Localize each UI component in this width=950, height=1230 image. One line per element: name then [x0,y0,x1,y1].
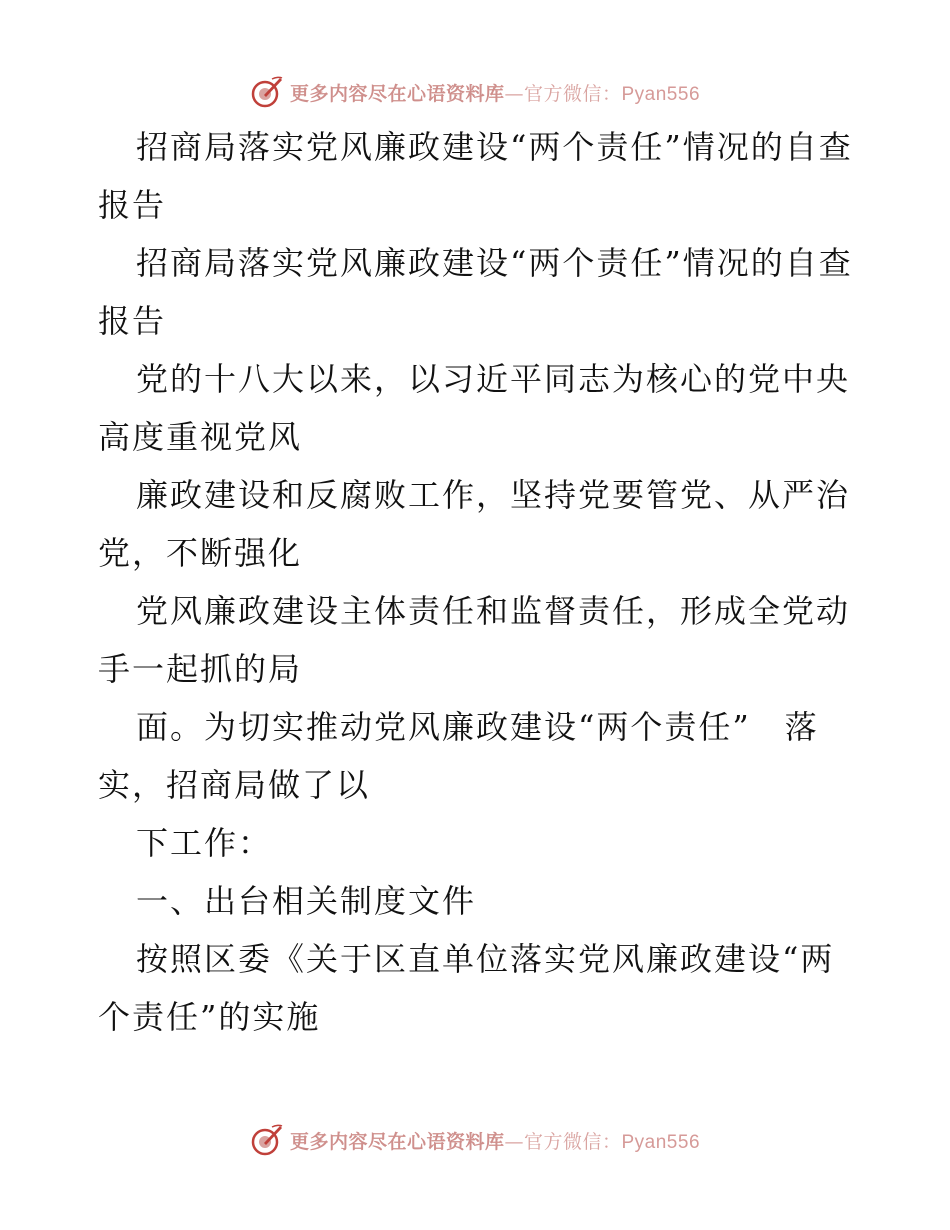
watermark-suffix: 官方微信： [523,82,622,105]
doc-paragraph: 按照区委《关于区直单位落实党风廉政建设“两个责任”的实施 [98,940,835,1036]
doc-title-repeat: 招商局落实党风廉政建设“两个责任”情况的自查报告 [98,244,853,340]
document-body [98,118,858,1046]
watermark-brand: 更多内容尽在心语资料库 [289,1130,505,1153]
doc-paragraph: 廉政建设和反腐败工作，坚持党要管党、从严治党，不断强化 [98,476,851,572]
watermark-wechat-id: Pyan556 [621,83,701,105]
quill-seal-logo-icon [250,75,284,109]
watermark-wechat-id: Pyan556 [621,1131,701,1153]
footer-watermark [0,1120,950,1160]
header-watermark [0,72,950,112]
doc-paragraph: 党的十八大以来，以习近平同志为核心的党中央高度重视党风 [98,360,851,456]
doc-section-heading: 一、出台相关制度文件 [136,882,477,920]
watermark-dash: — [504,82,524,105]
quill-seal-logo-icon [250,1123,284,1157]
doc-paragraph: 党风廉政建设主体责任和监督责任，形成全党动手一起抓的局 [98,592,851,688]
watermark-brand: 更多内容尽在心语资料库 [289,82,505,105]
doc-paragraph: 面。为切实推动党风廉政建设“两个责任” 落实，招商局做了以 [98,708,819,804]
watermark-text [290,79,700,106]
doc-paragraph: 下工作： [136,824,273,862]
watermark-suffix: 官方微信： [523,1130,622,1153]
watermark-text [290,1127,700,1154]
doc-title: 招商局落实党风廉政建设“两个责任”情况的自查报告 [98,128,853,224]
watermark-dash: — [504,1130,524,1153]
